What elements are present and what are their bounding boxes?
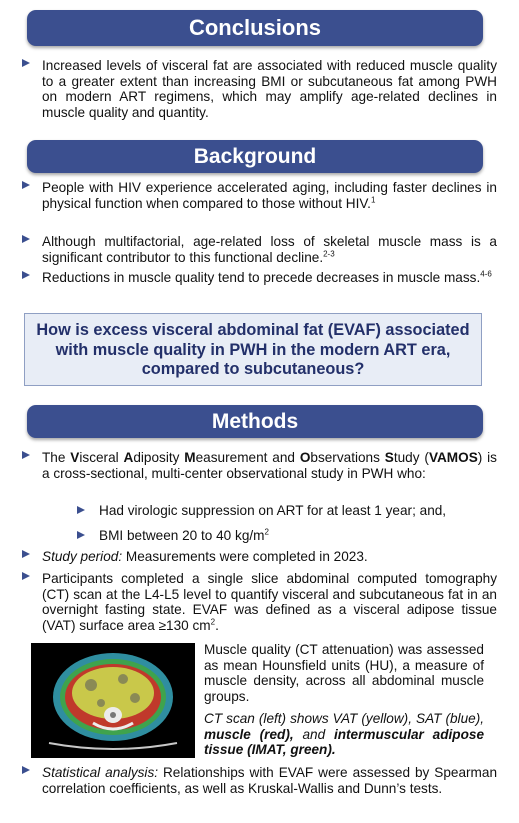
- bullet-arrow-icon: [22, 235, 30, 243]
- superscript: 2: [210, 616, 216, 626]
- background-item-3: [22, 270, 497, 286]
- citation: 2-3: [323, 248, 335, 258]
- bullet-arrow-icon: [77, 531, 85, 539]
- vamos-description: ) is a cross-sectional, multi-center observational study in PWH who:: [42, 450, 497, 481]
- bullet-arrow-icon: [22, 550, 30, 558]
- vamos-letter: V: [70, 450, 80, 465]
- bullet-arrow-icon: [22, 59, 30, 67]
- background-title: Background: [193, 145, 317, 168]
- sub-item-text: Had virologic suppression on ART for at least 1 year; and,: [99, 503, 447, 518]
- vamos-letter: M: [184, 450, 196, 465]
- vamos-word: diposity: [133, 450, 185, 465]
- research-question: How is excess visceral abdominal fat (EVAF) associated with muscle quality in PWH in the modern ART era, compared to subcutaneous?: [36, 321, 470, 378]
- vamos-word: isceral: [79, 450, 124, 465]
- methods-sub-item-1: [77, 503, 446, 519]
- conclusions-text: Increased levels of visceral fat are associated with reduced muscle quality to a greater extent than increasing BMI or subcutaneous fat among PWH on modern ART regimens, which may amplify age-related declines in muscle quality and quantity.: [42, 58, 497, 120]
- caption-muscle: muscle (red),: [204, 726, 294, 742]
- ct-end: .: [215, 617, 219, 633]
- ct-scan-illustration: [31, 643, 195, 758]
- bullet-arrow-icon: [22, 181, 30, 189]
- background-item-text: Although multifactorial, age-related loss of skeletal muscle mass is a significant contributor to this functional decline.: [42, 234, 497, 265]
- vamos-word: tudy: [393, 450, 420, 465]
- background-item-text: People with HIV experience accelerated aging, including faster declines in physical function when compared to those without HIV.: [42, 180, 497, 211]
- bullet-arrow-icon: [22, 451, 30, 459]
- vamos-letter: A: [123, 450, 134, 465]
- conclusions-bullet: [22, 58, 497, 120]
- methods-ct-item: [22, 571, 497, 633]
- bullet-arrow-icon: [77, 506, 85, 514]
- stats-text: Relationships with EVAF were assessed by Spearman correlation coefficients, as well as Kruskal-Wallis and Dunn’s tests.: [42, 765, 497, 796]
- caption-part: and: [293, 726, 334, 742]
- methods-vamos-item: [22, 450, 497, 481]
- stats-label: Statistical analysis:: [42, 765, 159, 780]
- vamos-letter: S: [384, 450, 394, 465]
- muscle-quality-text: [204, 642, 484, 704]
- superscript: 2: [264, 527, 269, 537]
- citation: 4-6: [480, 269, 492, 279]
- background-item-2: [22, 234, 497, 265]
- vamos-paren: (: [424, 450, 429, 465]
- methods-stats-item: [22, 765, 497, 796]
- ct-caption: [204, 711, 484, 758]
- conclusions-title: Conclusions: [188, 15, 321, 40]
- methods-header: [27, 405, 483, 438]
- caption-part: CT scan (left) shows VAT (yellow), SAT (blue),: [204, 711, 484, 726]
- methods-sub-item-2: [77, 528, 269, 544]
- bullet-arrow-icon: [22, 271, 30, 279]
- caption-imat: intermuscular adipose tissue (IMAT, green).: [204, 726, 485, 757]
- background-item-1: [22, 180, 497, 211]
- background-item-text: Reductions in muscle quality tend to precede decreases in muscle mass.: [42, 270, 481, 285]
- bullet-arrow-icon: [22, 572, 30, 580]
- period-label: Study period:: [42, 549, 123, 564]
- methods-title: Methods: [211, 410, 299, 433]
- sub-item-text: BMI between 20 to 40 kg/m: [99, 528, 265, 543]
- vamos-word: bservations: [310, 450, 385, 465]
- methods-period-item: [22, 549, 497, 565]
- vamos-acronym: VAMOS: [428, 450, 478, 465]
- period-text: Measurements were completed in 2023.: [122, 549, 368, 564]
- ct-text: Participants completed a single slice abdominal computed tomography (CT) scan at the L4-L5 level to quantify visceral and subcutaneous fat in an overnight fasting state. EVAF was defined as a visceral adipose tissue (VAT) surface area ≥130 cm: [42, 571, 497, 633]
- background-header: [27, 140, 483, 173]
- vamos-word: The: [42, 450, 71, 465]
- citation: 1: [370, 194, 376, 204]
- bullet-arrow-icon: [22, 766, 30, 774]
- vamos-letter: O: [299, 450, 311, 465]
- quality-text: Muscle quality (CT attenuation) was assessed as mean Hounsfield units (HU), a measure of muscle density, across all abdominal muscle groups.: [204, 642, 484, 704]
- vamos-word: easurement and: [195, 450, 300, 465]
- ct-scan-image: [31, 643, 195, 758]
- research-question-box: [24, 313, 482, 386]
- conclusions-header: [27, 10, 483, 46]
